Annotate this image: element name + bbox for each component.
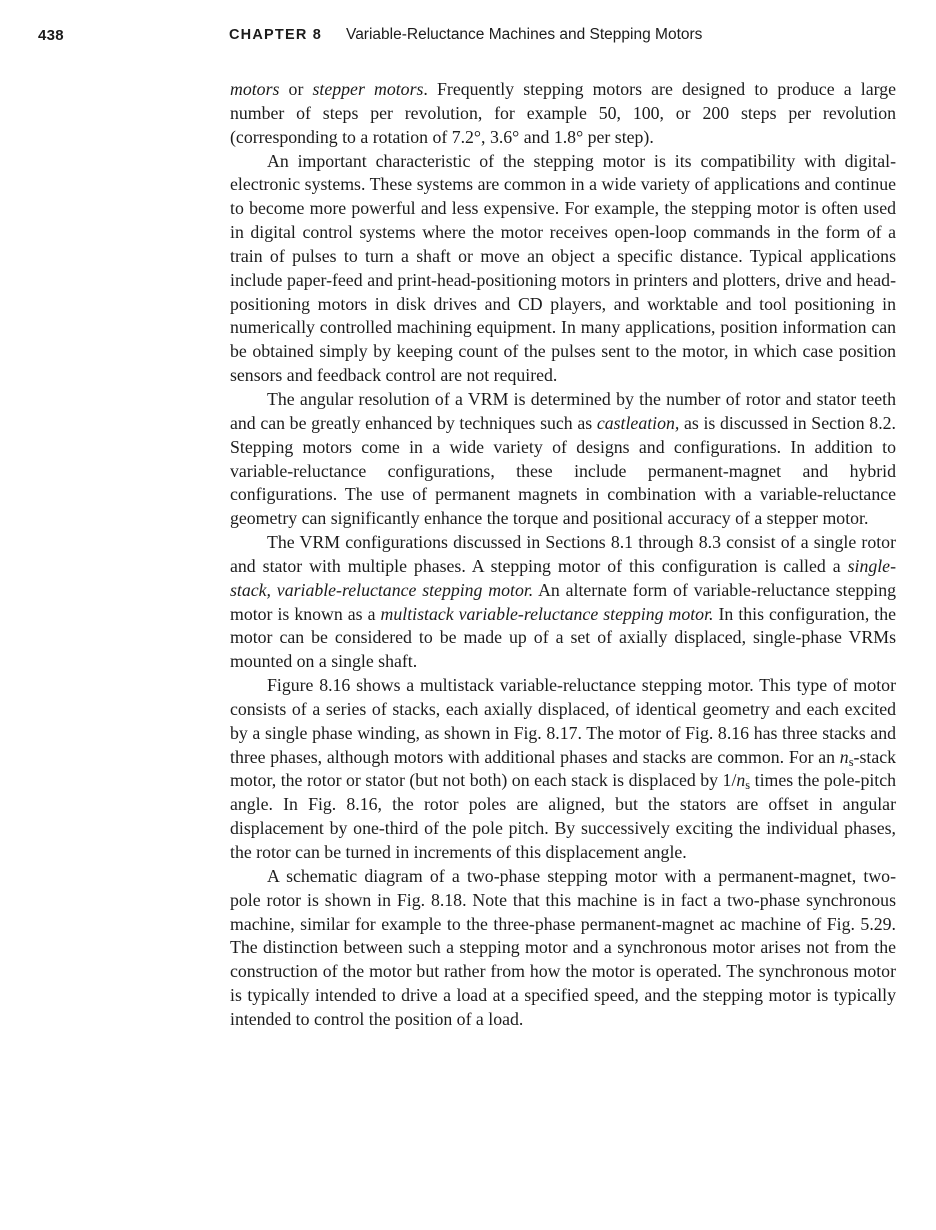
text-span: The VRM configurations discussed in Sections 8.1 through 8.3 consist of a single rotor and stator with multiple phases. A stepping motor of this configuration is called a — [230, 532, 896, 576]
math-subscript-s: s — [848, 754, 854, 769]
chapter-label: CHAPTER 8 — [229, 27, 322, 43]
paragraph-5 — [230, 674, 896, 865]
math-subscript-s: s — [745, 778, 751, 793]
page-number: 438 — [38, 27, 64, 44]
text-span: An important characteristic of the stepping motor is its compatibility with digital-electronic systems. These systems are common in a wide variety of applications and continue to become more powerful and less expensive. For example, the stepping motor is often used in digital control systems where the motor receives open-loop commands in the form of a train of pulses to turn a shaft or move an object a specific distance. Typical applications include paper-feed and print-head-positioning motors in printers and plotters, drive and head-positioning motors in disk drives and CD players, and worktable and tool positioning in numerically controlled machining equipment. In many applications, position information can be obtained simply by keeping count of the pulses sent to the motor, in which case position sensors and feedback control are not required. — [230, 150, 896, 386]
paragraph-4 — [230, 531, 896, 674]
paragraph-1 — [230, 78, 896, 150]
text-span: Figure 8.16 shows a multistack variable-reluctance stepping motor. This type of motor consists of a series of stacks, each axially displaced, of identical geometry and each excited by a single phase winding, as shown in Fig. 8.17. The motor of Fig. 8.16 has three stacks and three phases, although motors with additional phases and stacks are common. For an — [230, 675, 896, 767]
text-span: or — [279, 79, 313, 99]
term-motors: motors — [230, 79, 280, 99]
paragraph-2 — [230, 150, 896, 388]
term-castleation: castleation, — [596, 412, 680, 433]
term-stepper-motors: stepper motors — [312, 79, 424, 99]
math-n: n — [736, 770, 746, 791]
text-span: In this configuration, the motor can be considered to be made up of a set of axially displaced, single-phase VRMs mounted on a single shaft. — [230, 603, 897, 672]
text-span: The angular resolution of a VRM is determined by the number of rotor and stator teeth and can be greatly enhanced by techniques such as — [230, 388, 896, 433]
text-span: . Frequently stepping motors are designed to produce a large number of steps per revolution, for example 50, 100, or 200 steps per revolution (corresponding to a rotation of 7.2°, 3.6° and 1.8° per step). — [230, 79, 896, 147]
text-span: -stack motor, the rotor or stator (but not both) on each stack is displaced by 1/ — [230, 746, 896, 791]
text-span: An alternate form of variable-reluctance stepping motor is known as a — [230, 579, 896, 624]
paragraph-3 — [230, 388, 896, 531]
term-multistack-vr-stepping-motor: multistack variable-reluctance stepping motor. — [380, 603, 714, 624]
math-n: n — [839, 746, 849, 767]
text-span: as is discussed in Section 8.2. Stepping motors come in a wide variety of designs and configurations. In addition to variable-reluctance configurations, these include permanent-magnet and hybrid configurations. The use of permanent magnets in combination with a variable-reluctance geometry can significantly enhance the torque and positional accuracy of a stepper motor. — [230, 412, 896, 529]
chapter-title: Variable-Reluctance Machines and Stepping Motors — [346, 26, 703, 43]
text-span: A schematic diagram of a two-phase stepping motor with a permanent-magnet, two-pole rotor is shown in Fig. 8.18. Note that this machine is in fact a two-phase synchronous machine, similar for example to the three-phase permanent-magnet ac machine of Fig. 5.29. The distinction between such a stepping motor and a synchronous motor arises not from the construction of the motor but rather from how the motor is operated. The synchronous motor is typically intended to drive a load at a specified speed, and the stepping motor is typically intended to control the position of a load. — [230, 865, 896, 1029]
running-header — [38, 24, 900, 48]
paragraph-6 — [230, 865, 896, 1032]
text-span: times the pole-pitch angle. In Fig. 8.16, the rotor poles are aligned, but the stators are offset in angular displacement by one-third of the pole pitch. By successively exciting the individual phases, the rotor can be turned in increments of this displacement angle. — [230, 770, 896, 862]
term-single-stack-vr-stepping-motor: single-stack, variable-reluctance stepping motor. — [230, 555, 896, 600]
body-text — [230, 78, 896, 1032]
